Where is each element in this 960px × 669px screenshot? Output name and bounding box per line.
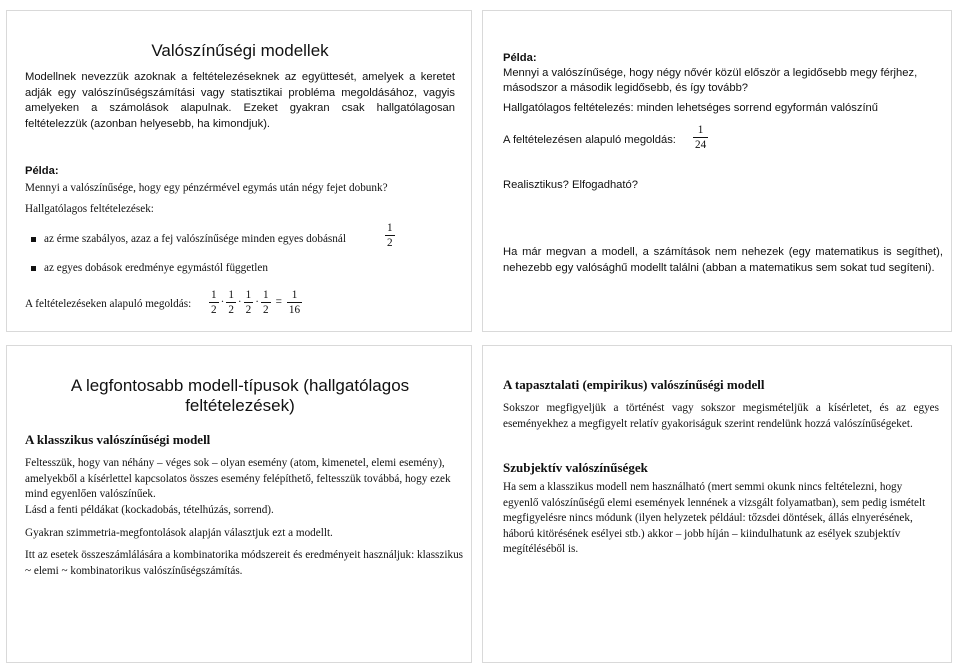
- slide2-assumption: Hallgatólagos feltételezés: minden lehetséges sorrend egyformán valószínű: [503, 102, 878, 114]
- slide4-heading-2: Szubjektív valószínűségek: [503, 460, 648, 475]
- fraction-denominator: 24: [695, 139, 707, 151]
- fraction-numerator: 1: [228, 289, 234, 301]
- slide1-bullet-2: [31, 261, 471, 276]
- result-fraction: [287, 288, 302, 317]
- slide1-title: Valószínűségi modellek: [151, 41, 329, 60]
- fraction-denominator: 2: [245, 304, 252, 316]
- multiply-dot: ·: [237, 296, 242, 309]
- bullet-icon: [31, 266, 36, 271]
- slide4-heading-1: A tapasztalati (empirikus) valószínűségi modell: [503, 377, 765, 392]
- slide-modell-tipusok: [6, 345, 472, 663]
- fraction-numerator: 1: [211, 289, 217, 301]
- fraction-one-half: [385, 221, 395, 250]
- factor-fraction: [209, 288, 219, 317]
- fraction-numerator: 1: [287, 288, 302, 303]
- equals-sign: =: [275, 296, 282, 309]
- slide2-conclusion: Ha már megvan a modell, a számítások nem nehezek (egy matematikus is segíthet), nehezebb egy valósághű modellt találni (abban a matematikus sem sokat tud segíteni).: [503, 246, 943, 274]
- fraction-numerator: 1: [245, 289, 252, 301]
- multiply-dot: ·: [220, 296, 225, 309]
- slide1-bullet-1: [31, 221, 471, 255]
- slide3-paragraph-3: Gyakran szimmetria-megfontolások alapján választjuk ezt a modellt.: [25, 527, 333, 539]
- slide3-paragraph-1: Feltesszük, hogy van néhány – véges sok – olyan esemény (atom, kimenetel, elemi esemény), amelyekből a kísérlettel kapcsolatos összes esemény felépíthető, feltesszük továbbá, hogy ezek mind egyenlően valószínűek.: [25, 457, 451, 500]
- solution-label: A feltételezéseken alapuló megoldás:: [25, 298, 192, 310]
- solution-label: A feltételezésen alapuló megoldás:: [503, 134, 676, 146]
- fraction-numerator: 1: [693, 123, 708, 138]
- slide1-intro: Modellnek nevezzük azoknak a feltételezéseknek az együttesét, amelyek a keretet adják egy valószínűségszámítási vagy statisztikai probléma megoldásához, vagyis amelyeken a számolások alapulnak. Ezeket gyakran csak hallgatólagosan feltételezzük (azonban helyesebb, ha kimondjuk).: [25, 71, 455, 130]
- slide3-paragraph-4: Itt az esetek összeszámlálására a kombinatorika módszereit és eredményeit használjuk: klasszikus ~ elemi ~ kombinatorikus valószínűségszámítás.: [25, 549, 464, 577]
- factor-fraction: [226, 288, 236, 317]
- slide-tapasztalati-modell: [482, 345, 952, 663]
- slide4-paragraph-1: Sokszor megfigyeljük a történést vagy sokszor megismételjük a kísérletet, és az egyes eseményekhez a megfigyelt relatív gyakoriságuk szerint rendelünk hozzá valószínűségeket.: [503, 402, 939, 430]
- bullet2-text: az egyes dobások eredménye egymástól független: [44, 262, 268, 274]
- slide2-question: Mennyi a valószínűsége, hogy négy nővér közül először a legidősebb megy férjhez, másodszor a második legidősebb, és így tovább?: [503, 67, 918, 94]
- slide1-example-label: Példa:: [25, 165, 59, 177]
- slide3-paragraph-2: Lásd a fenti példákat (kockadobás, tételhúzás, sorrend).: [25, 504, 274, 516]
- slide4-paragraph-2: Ha sem a klasszikus modell nem használható (mert semmi okunk nincs feltételezni, hogy egyenlő valószínűségű elemi események lennének a vizsgált folyamatban), sem pedig ismételt megfigyelésre nincs módunk (ilyen helyzetek például: tőzsdei döntések, állás elnyerésének, háború kitörésének esélyei stb.) akkor – jobb híján – kiindulhatunk az esélyek szubjektív megítéléséből is.: [503, 481, 926, 555]
- fraction-denominator: 2: [387, 237, 393, 249]
- bullet1-text: az érme szabályos, azaz a fej valószínűsége minden egyes dobásnál: [44, 233, 346, 245]
- slide1-solution: [25, 288, 465, 322]
- slide-pelda-novérek: [482, 10, 952, 332]
- factor-fraction: [244, 288, 254, 317]
- slide-valoszinusegi-modellek: [6, 10, 472, 332]
- slide1-assumptions-label: Hallgatólagos feltételezések:: [25, 203, 154, 215]
- slide3-title: A legfontosabb modell-típusok (hallgatólagos feltételezések): [70, 376, 410, 415]
- slide2-example-label: Példa:: [503, 52, 537, 64]
- solution-formula: [207, 288, 304, 317]
- fraction-numerator: 1: [387, 222, 393, 234]
- slide2-solution: [503, 123, 943, 157]
- slide2-question2: Realisztikus? Elfogadható?: [503, 179, 638, 191]
- fraction-numerator: 1: [262, 289, 269, 301]
- solution-fraction: [693, 123, 708, 152]
- fraction-denominator: 2: [262, 304, 269, 316]
- slide3-subtitle: A klasszikus valószínűségi modell: [25, 432, 211, 447]
- fraction-denominator: 16: [288, 304, 301, 316]
- fraction-denominator: 2: [211, 304, 217, 316]
- bullet-icon: [31, 237, 36, 242]
- fraction-denominator: 2: [228, 304, 234, 316]
- factor-fraction: [261, 288, 271, 317]
- multiply-dot: ·: [255, 296, 259, 309]
- slide1-question: Mennyi a valószínűsége, hogy egy pénzérmével egymás után négy fejet dobunk?: [25, 182, 388, 194]
